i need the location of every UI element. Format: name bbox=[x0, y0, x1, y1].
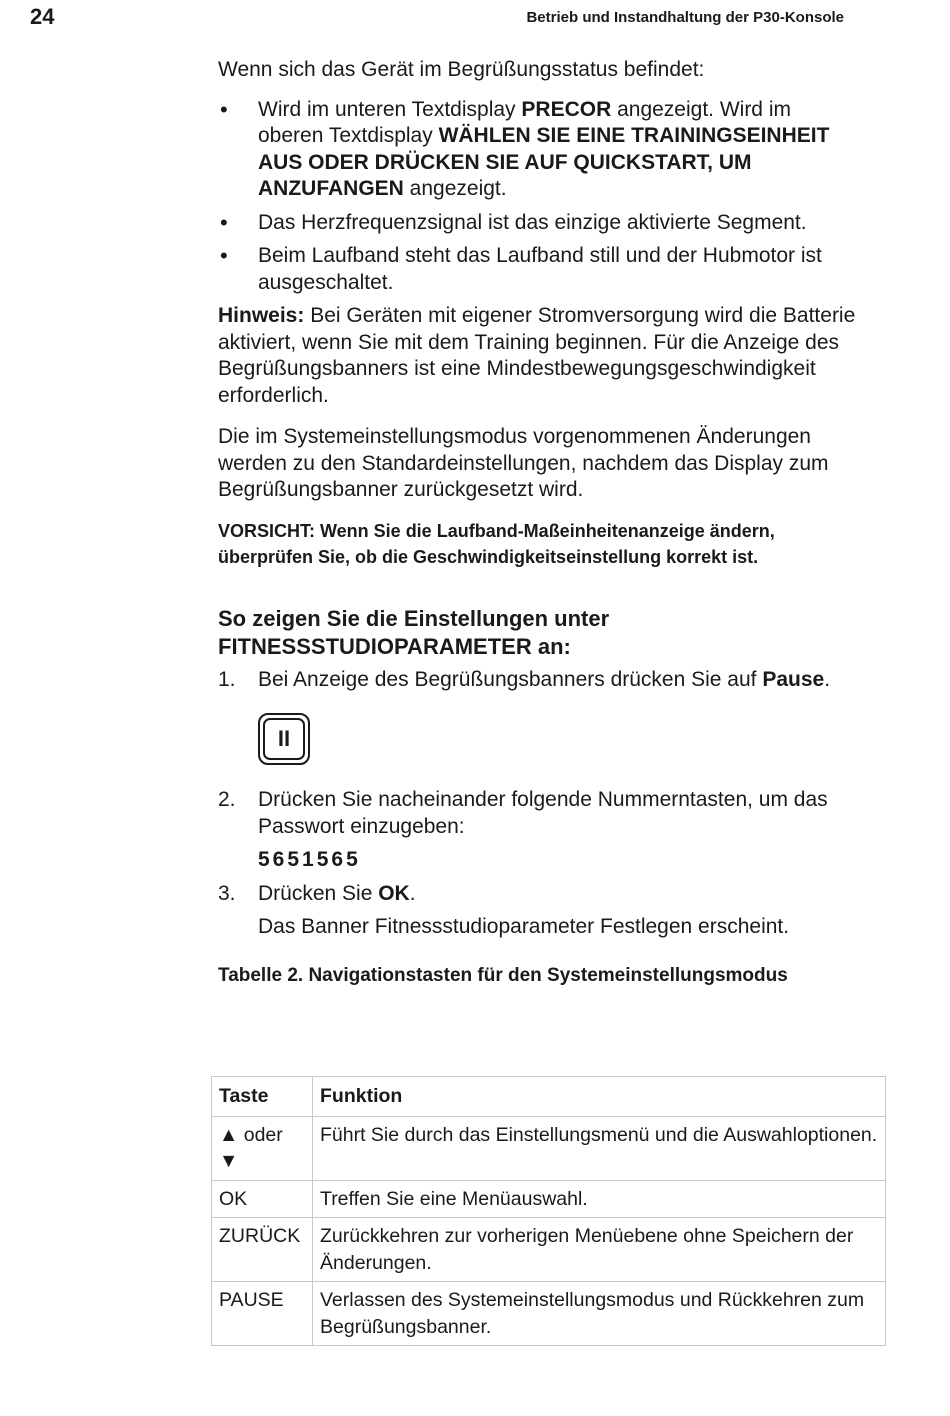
step-number: 1. bbox=[218, 667, 236, 691]
column-header-key: Taste bbox=[212, 1077, 313, 1117]
status-bullet-list bbox=[218, 97, 858, 297]
key-cell: PAUSE bbox=[212, 1282, 313, 1346]
note-label: Hinweis: bbox=[218, 304, 305, 327]
step-item: 3. Drücken Sie OK. bbox=[218, 881, 858, 908]
list-item: • Das Herzfrequenzsignal ist das einzige aktivierte Segment. bbox=[220, 209, 807, 235]
arrow-down-icon: ▼ bbox=[219, 1150, 239, 1172]
bullet-icon: • bbox=[220, 96, 228, 122]
table-row bbox=[212, 1282, 886, 1346]
list-item: • Beim Laufband steht das Laufband still und der Hubmotor ist ausgeschaltet. bbox=[220, 243, 822, 294]
key-cell: ZURÜCK bbox=[212, 1218, 313, 1282]
key-cell: ▲ oder ▼ bbox=[212, 1116, 313, 1180]
password-code: 5651565 bbox=[258, 848, 361, 871]
steps-list-continued bbox=[218, 787, 858, 840]
page-number: 24 bbox=[30, 4, 55, 29]
function-cell: Zurückkehren zur vorherigen Menüebene ohne Speichern der Änderungen. bbox=[313, 1218, 886, 1282]
steps-list bbox=[218, 667, 858, 694]
function-cell: Treffen Sie eine Menüauswahl. bbox=[313, 1180, 886, 1218]
step-result-text: Das Banner Fitnessstudioparameter Festlegen erscheint. bbox=[258, 915, 790, 938]
bullet-icon: • bbox=[220, 209, 228, 235]
settings-paragraph: Die im Systemeinstellungsmodus vorgenommenen Änderungen werden zu den Standardeinstellungen, nachdem das Display zum Begrüßungsbanner zurückgesetzt wird. bbox=[218, 425, 829, 501]
column-header-function: Funktion bbox=[313, 1077, 886, 1117]
caution-text: VORSICHT: Wenn Sie die Laufband-Maßeinheitenanzeige ändern, überprüfen Sie, ob die Geschwindigkeitseinstellung korrekt ist. bbox=[218, 520, 775, 567]
list-item: • Wird im unteren Textdisplay PRECOR angezeigt. Wird im oberen Textdisplay WÄHLEN SIE EINE TRAININGSEINHEIT AUS ODER DRÜCKEN SIE AUF QUICKSTART, UM ANZUFANGEN angezeigt. bbox=[220, 96, 830, 200]
step-number: 2. bbox=[218, 788, 236, 811]
function-cell: Führt Sie durch das Einstellungsmenü und die Auswahloptionen. bbox=[313, 1116, 886, 1180]
steps-list-continued bbox=[218, 881, 858, 908]
table-header-row bbox=[212, 1077, 886, 1117]
note-paragraph: Hinweis: Bei Geräten mit eigener Stromversorgung wird die Batterie aktiviert, wenn Sie mit dem Training beginnen. Für die Anzeige des Begrüßungsbanners ist eine Mindestbewegungsgeschwindigkeit erforderlich. bbox=[218, 304, 856, 407]
table-row bbox=[212, 1218, 886, 1282]
arrow-up-icon: ▲ bbox=[219, 1123, 239, 1146]
bullet-icon: • bbox=[220, 243, 228, 268]
section-heading: So zeigen Sie die Einstellungen unter FITNESSSTUDIOPARAMETER an: bbox=[218, 605, 610, 659]
pause-icon: II bbox=[258, 713, 310, 765]
function-cell: Verlassen des Systemeinstellungsmodus und Rückkehren zum Begrüßungsbanner. bbox=[313, 1282, 886, 1346]
step-number: 3. bbox=[218, 881, 236, 905]
table-caption: Tabelle 2. Navigationstasten für den Systemeinstellungsmodus bbox=[218, 964, 788, 986]
table-row bbox=[212, 1180, 886, 1218]
step-item: 1. Bei Anzeige des Begrüßungsbanners drücken Sie auf Pause. bbox=[218, 667, 858, 694]
navigation-keys-table bbox=[211, 1076, 886, 1346]
running-header: Betrieb und Instandhaltung der P30-Konsole bbox=[526, 9, 844, 26]
main-content bbox=[218, 57, 858, 989]
step-item: 2. Drücken Sie nacheinander folgende Nummerntasten, um das Passwort einzugeben: bbox=[218, 788, 828, 838]
intro-text: Wenn sich das Gerät im Begrüßungsstatus befindet: bbox=[218, 58, 705, 81]
key-cell: OK bbox=[212, 1180, 313, 1218]
table-row bbox=[212, 1116, 886, 1180]
